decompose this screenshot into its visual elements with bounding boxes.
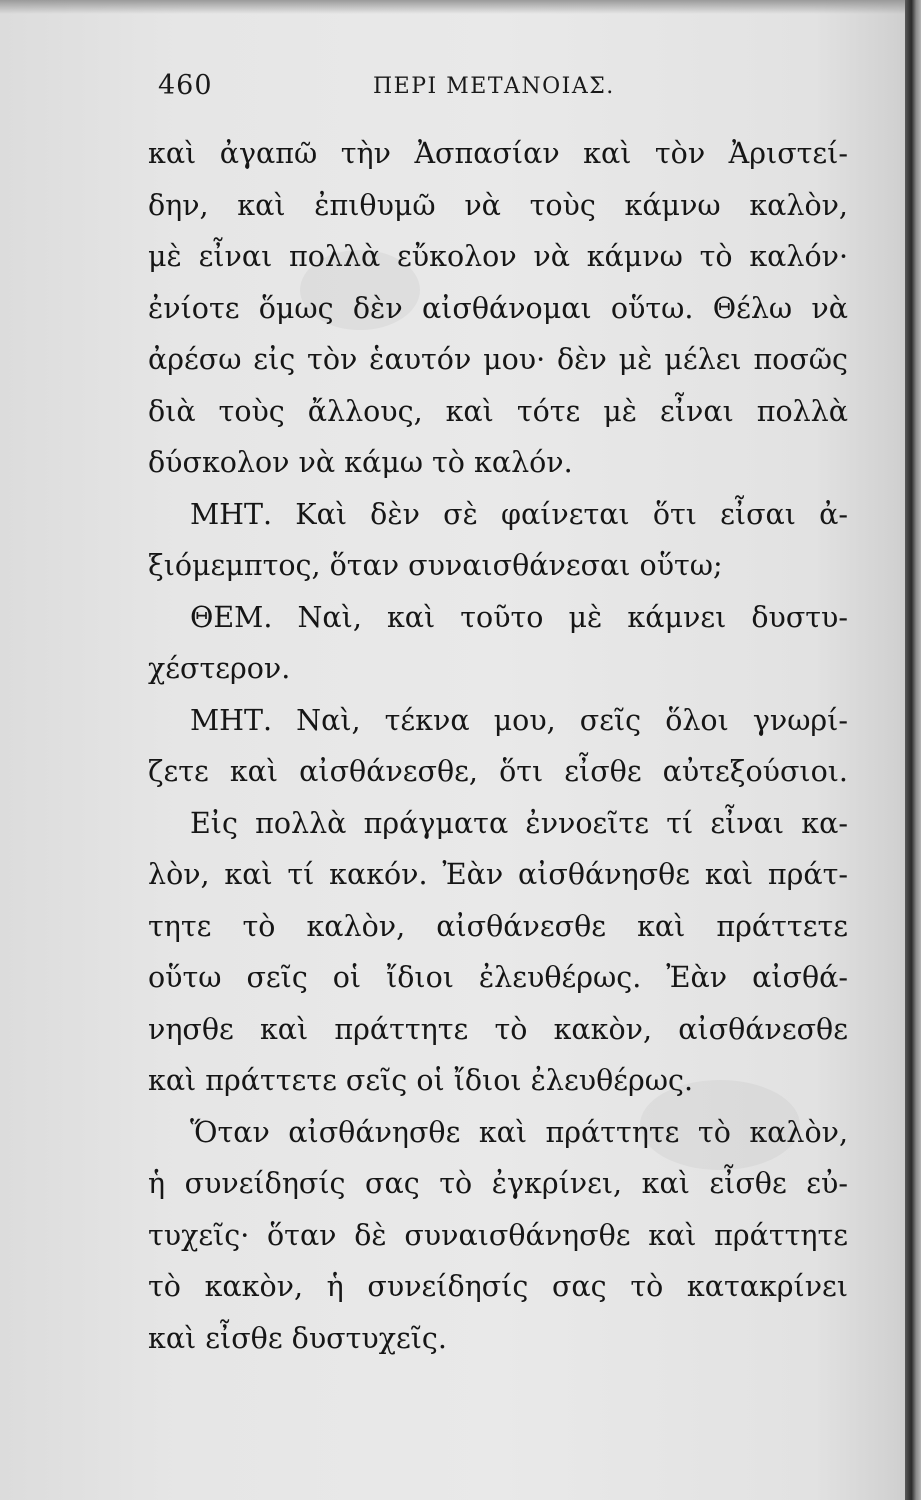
text-line: τυχεῖς· ὅταν δὲ συναισθάνησθε καὶ πράττητε — [148, 1218, 848, 1252]
text-line: τὸ κακὸν, ἡ συνείδησίς σας τὸ κατακρίνει — [148, 1270, 848, 1303]
text-line: οὕτω σεῖς οἱ ἴδιοι ἐλευθέρως. Ἐὰν αἰσθά- — [148, 961, 848, 994]
text-line: ΜΗΤ. Καὶ δὲν σὲ φαίνεται ὅτι εἶσαι ἀ- — [190, 497, 848, 531]
text-line: ζετε καὶ αἰσθάνεσθε, ὅτι εἶσθε αὐτεξούσιοι. — [148, 755, 848, 788]
text-line: καὶ εἶσθε δυστυχεῖς. — [148, 1321, 447, 1355]
text-line: καὶ ἀγαπῶ τὴν Ἀσπασίαν καὶ τὸν Ἀριστεί- — [148, 137, 848, 170]
text-line: ἐνίοτε ὅμως δὲν αἰσθάνομαι οὕτω. Θέλω νὰ — [148, 291, 848, 325]
book-spine-edge — [905, 0, 921, 1500]
text-line: νησθε καὶ πράττητε τὸ κακὸν, αἰσθάνεσθε — [148, 1012, 848, 1046]
text-line: ξιόμεμπτος, ὅταν συναισθάνεσαι οὕτω; — [148, 549, 723, 582]
text-line: ἀρέσω εἰς τὸν ἑαυτόν μου· δὲν μὲ μέλει ποσῶς — [148, 343, 848, 376]
text-line: μὲ εἶναι πολλὰ εὔκολον νὰ κάμνω τὸ καλόν· — [148, 240, 848, 273]
text-line: ΜΗΤ. Ναὶ, τέκνα μου, σεῖς ὅλοι γνωρί- — [190, 703, 848, 737]
text-line: καὶ πράττετε σεῖς οἱ ἴδιοι ἐλευθέρως. — [148, 1064, 694, 1097]
text-line: Ὅταν αἰσθάνησθε καὶ πράττητε τὸ καλὸν, — [190, 1115, 848, 1149]
text-line: δην, καὶ ἐπιθυμῶ νὰ τοὺς κάμνω καλὸν, — [148, 188, 848, 222]
page-header — [158, 70, 848, 110]
page-top-shadow — [0, 0, 905, 14]
text-line: χέστερον. — [148, 652, 291, 685]
text-line: ΘΕΜ. Ναὶ, καὶ τοῦτο μὲ κάμνει δυστυ- — [190, 600, 848, 634]
text-line: δύσκολον νὰ κάμω τὸ καλόν. — [148, 446, 573, 479]
text-line: ἡ συνείδησίς σας τὸ ἐγκρίνει, καὶ εἶσθε εὐ- — [148, 1167, 848, 1200]
text-line: διὰ τοὺς ἄλλους, καὶ τότε μὲ εἶναι πολλὰ — [148, 394, 848, 428]
text-line: Εἰς πολλὰ πράγματα ἐννοεῖτε τί εἶναι κα- — [190, 806, 848, 840]
text-line: τητε τὸ καλὸν, αἰσθάνεσθε καὶ πράττετε — [148, 909, 848, 943]
body-text — [148, 128, 848, 1364]
text-line: λὸν, καὶ τί κακόν. Ἐὰν αἰσθάνησθε καὶ πράτ- — [148, 858, 848, 891]
running-head: ΠΕΡΙ ΜΕΤΑΝΟΙΑΣ. — [373, 74, 615, 99]
page-number: 460 — [158, 70, 213, 101]
